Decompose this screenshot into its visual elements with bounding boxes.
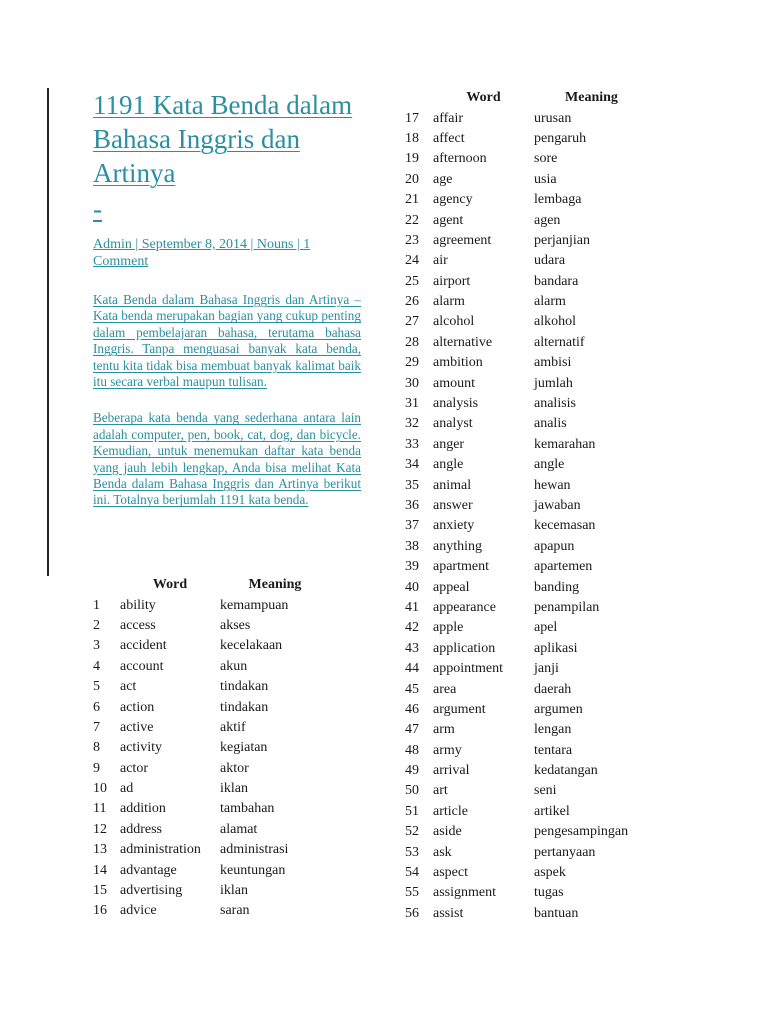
- row-meaning: kegiatan: [220, 740, 268, 756]
- row-word: army: [433, 742, 462, 758]
- row-meaning: daerah: [534, 681, 572, 697]
- table-row: [405, 455, 649, 475]
- row-meaning: akses: [220, 617, 251, 633]
- table-row: [93, 677, 330, 697]
- row-meaning: analisis: [534, 396, 576, 412]
- row-meaning: aktor: [220, 760, 249, 776]
- row-meaning: agen: [534, 212, 561, 228]
- row-word: ad: [120, 781, 134, 797]
- table-row: [93, 779, 330, 799]
- row-number: 38: [405, 538, 419, 554]
- row-word: appearance: [433, 599, 496, 615]
- row-word: arm: [433, 722, 455, 738]
- row-word: ambition: [433, 355, 483, 371]
- row-meaning: tindakan: [220, 679, 269, 695]
- table-row: [405, 537, 649, 557]
- row-word: apartment: [433, 559, 489, 575]
- row-word: anger: [433, 436, 465, 452]
- table-row: [405, 577, 649, 597]
- row-number: 5: [93, 679, 100, 695]
- row-number: 15: [93, 883, 107, 899]
- row-meaning: apel: [534, 620, 558, 636]
- row-meaning: udara: [534, 253, 566, 269]
- article-meta[interactable]: Admin | September 8, 2014 | Nouns | 1 Comment: [93, 237, 311, 269]
- table-row: [93, 616, 330, 636]
- table-row: [405, 272, 649, 292]
- row-meaning: alarm: [534, 294, 566, 310]
- row-word: air: [433, 253, 448, 269]
- row-word: account: [120, 658, 164, 674]
- table-row: [93, 657, 330, 677]
- row-word: animal: [433, 477, 472, 493]
- row-number: 10: [93, 781, 107, 797]
- table-row: [405, 618, 649, 638]
- row-number: 27: [405, 314, 419, 330]
- row-number: 32: [405, 416, 419, 432]
- row-meaning: tentara: [534, 742, 573, 758]
- row-word: age: [433, 171, 453, 187]
- row-meaning: lembaga: [534, 192, 582, 208]
- row-number: 45: [405, 681, 419, 697]
- row-number: 25: [405, 273, 419, 289]
- row-word: affect: [433, 130, 465, 146]
- table-row: [405, 720, 649, 740]
- row-word: assist: [433, 905, 464, 921]
- row-number: 11: [93, 801, 107, 817]
- row-word: afternoon: [433, 151, 487, 167]
- table-row: [405, 883, 649, 903]
- row-word: agreement: [433, 232, 492, 248]
- row-number: 51: [405, 803, 419, 819]
- row-word: alternative: [433, 334, 493, 350]
- header-number: [405, 88, 433, 108]
- table-row: [405, 863, 649, 883]
- row-number: 40: [405, 579, 419, 595]
- row-number: 56: [405, 905, 419, 921]
- row-meaning: tindakan: [220, 699, 269, 715]
- row-word: actor: [120, 760, 148, 776]
- row-meaning: apartemen: [534, 559, 593, 575]
- row-number: 12: [93, 821, 107, 837]
- row-meaning: kemampuan: [220, 597, 289, 613]
- table-row: [93, 759, 330, 779]
- row-word: amount: [433, 375, 475, 391]
- row-meaning: alternatif: [534, 334, 585, 350]
- row-meaning: urusan: [534, 110, 572, 126]
- table-row: [93, 697, 330, 717]
- header-word: Word: [466, 90, 501, 106]
- row-meaning: argumen: [534, 701, 583, 717]
- table-row: [405, 904, 649, 924]
- row-word: article: [433, 803, 468, 819]
- table-row: [405, 741, 649, 761]
- table-row: [405, 353, 649, 373]
- row-meaning: apapun: [534, 538, 575, 554]
- row-number: 53: [405, 844, 419, 860]
- row-word: alarm: [433, 294, 465, 310]
- row-word: appointment: [433, 661, 503, 677]
- row-number: 21: [405, 192, 419, 208]
- table-row: [405, 516, 649, 536]
- row-word: appeal: [433, 579, 470, 595]
- table-row: [405, 496, 649, 516]
- row-meaning: keuntungan: [220, 862, 286, 878]
- row-number: 6: [93, 699, 100, 715]
- row-meaning: administrasi: [220, 842, 289, 858]
- row-number: 16: [93, 903, 107, 919]
- row-meaning: perjanjian: [534, 232, 590, 248]
- article-column: [93, 88, 361, 509]
- row-number: 34: [405, 457, 419, 473]
- row-meaning: saran: [220, 903, 250, 919]
- row-number: 8: [93, 740, 100, 756]
- table-row: [93, 820, 330, 840]
- row-number: 43: [405, 640, 419, 656]
- row-number: 55: [405, 885, 419, 901]
- row-meaning: angle: [534, 457, 565, 473]
- row-word: airport: [433, 273, 471, 289]
- row-meaning: pengesampingan: [534, 824, 629, 840]
- row-number: 17: [405, 110, 419, 126]
- row-number: 49: [405, 763, 419, 779]
- row-meaning: pengaruh: [534, 130, 587, 146]
- row-number: 39: [405, 559, 419, 575]
- row-word: anything: [433, 538, 482, 554]
- row-word: apple: [433, 620, 464, 636]
- row-word: advice: [120, 903, 157, 919]
- row-word: agency: [433, 192, 473, 208]
- table-row: [405, 190, 649, 210]
- table-row: [405, 373, 649, 393]
- row-word: advantage: [120, 862, 177, 878]
- row-meaning: akun: [220, 658, 248, 674]
- row-number: 33: [405, 436, 419, 452]
- table-row: [405, 231, 649, 251]
- row-word: argument: [433, 701, 486, 717]
- row-word: activity: [120, 740, 162, 756]
- intro-paragraph: Kata Benda dalam Bahasa Inggris dan Artinya – Kata benda merupakan bagian yang cukup penting dalam pembelajaran bahasa, terutama bahasa Inggris. Tanpa menguasai banyak kata benda, tentu kita tidak bisa membuat banyak kalimat baik itu secara verbal maupun tulisan.: [93, 292, 361, 390]
- row-word: address: [120, 821, 162, 837]
- row-word: ask: [433, 844, 452, 860]
- row-meaning: aspek: [534, 865, 566, 881]
- table-row: [405, 842, 649, 862]
- table-row: [93, 840, 330, 860]
- row-number: 50: [405, 783, 419, 799]
- row-meaning: alkohol: [534, 314, 576, 330]
- table-row: [405, 292, 649, 312]
- vocab-table-right: [405, 88, 649, 924]
- row-meaning: janji: [534, 661, 559, 677]
- table-row: [405, 781, 649, 801]
- row-meaning: kecelakaan: [220, 638, 283, 654]
- vocab-table-left-body: [93, 595, 330, 921]
- table-row: [405, 251, 649, 271]
- table-row: [405, 129, 649, 149]
- row-number: 19: [405, 151, 419, 167]
- examples-paragraph: Beberapa kata benda yang sederhana antara lain adalah computer, pen, book, cat, dog, dan bicycle. Kemudian, untuk menemukan daftar kata benda yang jauh lebih lengkap, Anda bisa melihat Kata Benda dalam Bahasa Inggris dan Artinya berikut ini. Totalnya berjumlah 1191 kata benda.: [93, 410, 361, 508]
- row-word: affair: [433, 110, 464, 126]
- row-word: art: [433, 783, 448, 799]
- row-word: agent: [433, 212, 464, 228]
- table-row: [405, 435, 649, 455]
- table-row: [405, 170, 649, 190]
- row-number: 24: [405, 253, 419, 269]
- vocab-table-right-body: [405, 108, 649, 924]
- table-row: [405, 557, 649, 577]
- row-number: 41: [405, 599, 419, 615]
- row-number: 9: [93, 760, 100, 776]
- row-meaning: lengan: [534, 722, 572, 738]
- row-word: aspect: [433, 865, 468, 881]
- table-header-row: [405, 88, 649, 108]
- row-word: application: [433, 640, 496, 656]
- row-number: 44: [405, 661, 419, 677]
- row-word: angle: [433, 457, 464, 473]
- table-row: [405, 394, 649, 414]
- row-meaning: bantuan: [534, 905, 579, 921]
- row-word: ability: [120, 597, 156, 613]
- row-word: arrival: [433, 763, 470, 779]
- row-number: 7: [93, 719, 100, 735]
- row-number: 14: [93, 862, 107, 878]
- row-meaning: penampilan: [534, 599, 600, 615]
- table-row: [405, 210, 649, 230]
- row-number: 48: [405, 742, 419, 758]
- row-number: 31: [405, 396, 419, 412]
- row-meaning: analis: [534, 416, 567, 432]
- row-meaning: artikel: [534, 803, 570, 819]
- vocab-table-left: [93, 575, 330, 922]
- table-row: [405, 700, 649, 720]
- row-meaning: banding: [534, 579, 580, 595]
- row-word: advertising: [120, 883, 183, 899]
- row-number: 47: [405, 722, 419, 738]
- row-word: act: [120, 679, 137, 695]
- row-number: 20: [405, 171, 419, 187]
- row-number: 26: [405, 294, 419, 310]
- row-meaning: jawaban: [534, 498, 581, 513]
- table-row: [93, 799, 330, 819]
- table-row: [93, 718, 330, 738]
- header-word: Word: [152, 577, 188, 593]
- table-row: [93, 901, 330, 921]
- row-meaning: tambahan: [220, 801, 275, 817]
- row-word: assignment: [433, 885, 496, 901]
- table-row: [405, 312, 649, 332]
- row-meaning: sore: [534, 151, 558, 167]
- row-number: 35: [405, 477, 419, 493]
- row-meaning: bandara: [534, 273, 579, 289]
- article-title[interactable]: 1191 Kata Benda dalam Bahasa Inggris dan Artinya: [93, 90, 353, 188]
- header-meaning: Meaning: [248, 577, 302, 593]
- row-meaning: aplikasi: [534, 640, 578, 656]
- margin-rule: [47, 88, 49, 576]
- table-row: [405, 108, 649, 128]
- table-row: [405, 333, 649, 353]
- table-row: [93, 636, 330, 656]
- row-word: aside: [433, 824, 462, 840]
- table-row: [405, 149, 649, 169]
- row-word: action: [120, 699, 155, 715]
- row-word: answer: [433, 498, 473, 513]
- row-meaning: kecemasan: [534, 518, 596, 534]
- row-word: active: [120, 719, 154, 735]
- table-row: [405, 802, 649, 822]
- row-number: 13: [93, 842, 107, 858]
- row-number: 37: [405, 518, 419, 534]
- row-number: 36: [405, 498, 419, 513]
- row-number: 46: [405, 701, 419, 717]
- row-meaning: jumlah: [534, 375, 573, 391]
- row-number: 28: [405, 334, 419, 350]
- table-row: [405, 679, 649, 699]
- table-row: [93, 860, 330, 880]
- row-meaning: ambisi: [534, 355, 572, 371]
- row-meaning: tugas: [534, 885, 564, 901]
- table-row: [93, 595, 330, 615]
- table-row: [405, 761, 649, 781]
- table-row: [405, 475, 649, 495]
- row-meaning: pertanyaan: [534, 844, 596, 860]
- header-meaning: Meaning: [565, 90, 618, 106]
- table-row: [405, 822, 649, 842]
- row-number: 1: [93, 597, 100, 613]
- table-row: [93, 881, 330, 901]
- table-header-row: [93, 575, 330, 595]
- row-word: analyst: [433, 416, 473, 432]
- row-meaning: alamat: [220, 821, 258, 837]
- row-number: 30: [405, 375, 419, 391]
- row-word: addition: [120, 801, 166, 817]
- row-word: access: [120, 617, 156, 633]
- table-row: [405, 659, 649, 679]
- row-meaning: kemarahan: [534, 436, 596, 452]
- row-number: 42: [405, 620, 419, 636]
- row-meaning: kedatangan: [534, 763, 598, 779]
- row-number: 3: [93, 638, 100, 654]
- row-number: 2: [93, 617, 100, 633]
- row-word: area: [433, 681, 457, 697]
- row-meaning: iklan: [220, 781, 248, 797]
- row-word: administration: [120, 842, 201, 858]
- title-trailer: -: [93, 194, 102, 224]
- row-meaning: seni: [534, 783, 557, 799]
- row-word: alcohol: [433, 314, 475, 330]
- row-number: 18: [405, 130, 419, 146]
- row-meaning: iklan: [220, 883, 248, 899]
- table-row: [405, 639, 649, 659]
- row-meaning: usia: [534, 171, 557, 187]
- row-word: accident: [120, 638, 167, 654]
- table-row: [93, 738, 330, 758]
- row-number: 22: [405, 212, 419, 228]
- row-word: analysis: [433, 396, 479, 412]
- table-row: [405, 598, 649, 618]
- row-number: 29: [405, 355, 419, 371]
- row-number: 23: [405, 232, 419, 248]
- row-number: 4: [93, 658, 100, 674]
- row-number: 52: [405, 824, 419, 840]
- table-row: [405, 414, 649, 434]
- row-number: 54: [405, 865, 419, 881]
- header-number: [93, 575, 120, 595]
- row-word: anxiety: [433, 518, 475, 534]
- row-meaning: aktif: [220, 719, 246, 735]
- row-meaning: hewan: [534, 477, 571, 493]
